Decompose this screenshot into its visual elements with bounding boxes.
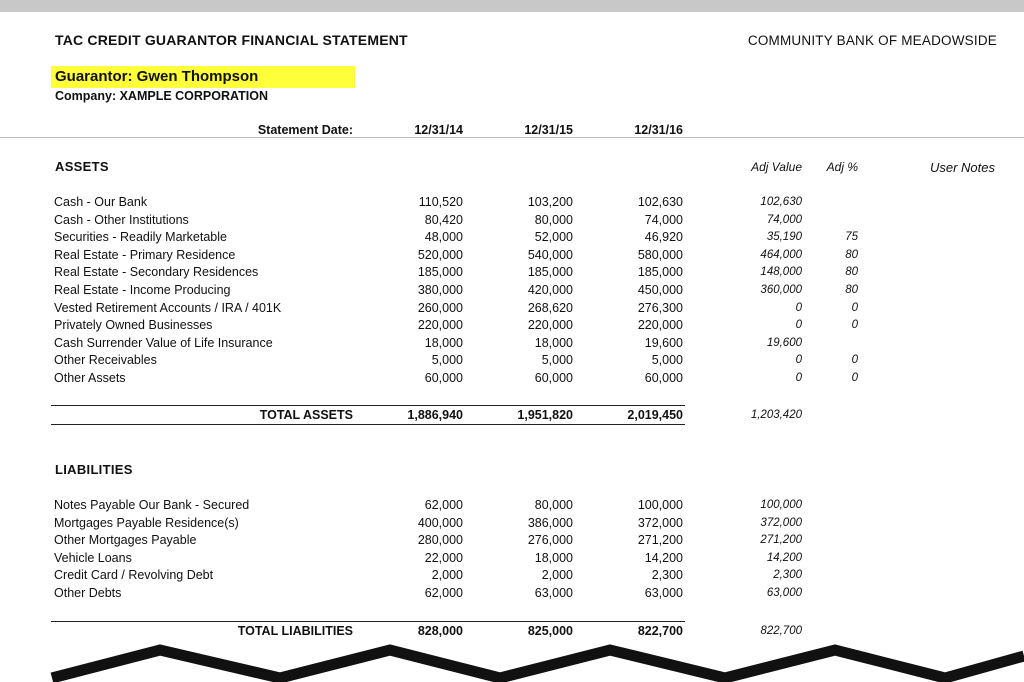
row-label: Cash - Other Institutions — [54, 212, 189, 227]
table-row — [0, 551, 1024, 569]
value-2015: 18,000 — [534, 550, 573, 565]
table-row — [0, 586, 1024, 604]
row-label: Mortgages Payable Residence(s) — [54, 515, 239, 530]
adj-value: 464,000 — [760, 248, 802, 261]
value-2014: 62,000 — [424, 586, 463, 600]
value-2015: 185,000 — [527, 265, 573, 280]
value-2014: 22,000 — [424, 550, 463, 565]
row-label: Other Receivables — [54, 353, 157, 368]
user-notes-header: User Notes — [929, 160, 995, 175]
value-2015: 386,000 — [527, 515, 573, 530]
value-2016: 580,000 — [637, 247, 683, 262]
value-2014: 62,000 — [424, 498, 463, 512]
torn-page-zigzag — [0, 640, 1024, 682]
table-row — [0, 248, 1024, 266]
liabilities-heading: LIABILITIES — [55, 462, 133, 477]
table-row — [0, 195, 1024, 213]
value-2014: 520,000 — [417, 247, 463, 262]
adj-value: 2,300 — [773, 569, 802, 582]
adj-value: 0 — [795, 372, 802, 384]
value-2016: 74,000 — [644, 212, 683, 227]
total-assets-v3: 2,019,450 — [627, 408, 683, 422]
row-label: Securities - Readily Marketable — [54, 230, 227, 245]
assets-total-rule — [51, 405, 685, 406]
adj-value: 271,200 — [760, 534, 802, 547]
value-2014: 260,000 — [417, 300, 463, 315]
adj-value: 19,600 — [766, 336, 802, 349]
table-row — [0, 371, 1024, 389]
adj-value: 0 — [795, 301, 802, 314]
value-2014: 60,000 — [424, 371, 463, 385]
adj-value: 360,000 — [760, 284, 802, 296]
value-2016: 271,200 — [637, 533, 683, 548]
adj-value: 74,000 — [766, 213, 802, 226]
value-2014: 110,520 — [418, 195, 463, 209]
value-2015: 420,000 — [527, 283, 573, 297]
guarantor-highlight — [51, 66, 355, 88]
adj-value: 148,000 — [760, 266, 802, 279]
value-2016: 100,000 — [637, 498, 683, 512]
row-label: Cash Surrender Value of Life Insurance — [54, 335, 273, 350]
adj-pct-header: Adj % — [826, 160, 858, 174]
value-2015: 268,620 — [527, 300, 573, 315]
top-gray-bar — [0, 0, 1024, 12]
table-row — [0, 265, 1024, 283]
adj-value: 35,190 — [766, 231, 802, 244]
value-2015: 80,000 — [534, 212, 573, 227]
value-2014: 18,000 — [424, 335, 463, 350]
adj-percent: 75 — [845, 231, 858, 244]
date-column-3: 12/31/16 — [634, 123, 683, 137]
value-2015: 540,000 — [527, 247, 573, 262]
table-row — [0, 213, 1024, 231]
row-label: Real Estate - Primary Residence — [54, 247, 236, 262]
total-assets-v1: 1,886,940 — [407, 408, 463, 422]
value-2016: 60,000 — [644, 371, 683, 385]
adj-value: 372,000 — [760, 516, 802, 529]
value-2016: 276,300 — [637, 300, 683, 315]
liabilities-total-rule — [51, 621, 685, 622]
table-row — [0, 301, 1024, 319]
value-2016: 102,630 — [637, 195, 683, 209]
value-2015: 63,000 — [534, 586, 573, 600]
value-2015: 2,000 — [541, 568, 573, 583]
adj-percent: 0 — [851, 354, 858, 367]
value-2014: 380,000 — [417, 283, 463, 297]
statement-title: TAC CREDIT GUARANTOR FINANCIAL STATEMENT — [55, 32, 408, 48]
table-row — [0, 353, 1024, 371]
adj-percent: 0 — [851, 301, 858, 314]
adj-value: 0 — [795, 319, 802, 332]
value-2014: 2,000 — [431, 568, 463, 583]
row-label: Real Estate - Secondary Residences — [54, 265, 259, 280]
value-2014: 280,000 — [417, 533, 463, 548]
row-label: Real Estate - Income Producing — [54, 283, 231, 297]
adj-percent: 80 — [845, 284, 858, 296]
value-2014: 48,000 — [424, 230, 463, 245]
adj-value: 0 — [795, 354, 802, 367]
value-2016: 19,600 — [644, 335, 683, 350]
value-2014: 220,000 — [417, 318, 463, 333]
table-row — [0, 568, 1024, 586]
value-2016: 185,000 — [637, 265, 683, 280]
value-2015: 18,000 — [534, 335, 573, 350]
table-row — [0, 516, 1024, 534]
total-assets-adj: 1,203,420 — [750, 409, 802, 421]
value-2015: 80,000 — [534, 498, 573, 512]
value-2016: 5,000 — [651, 353, 683, 368]
adj-value: 63,000 — [766, 587, 802, 599]
total-liabilities-adj: 822,700 — [760, 625, 802, 637]
value-2016: 14,200 — [644, 550, 683, 565]
adj-percent: 0 — [851, 372, 858, 384]
row-label: Other Debts — [54, 586, 122, 600]
value-2016: 63,000 — [644, 586, 683, 600]
total-liabilities-v1: 828,000 — [417, 624, 463, 638]
adj-percent: 80 — [845, 266, 858, 279]
total-assets-label: TOTAL ASSETS — [259, 408, 353, 422]
table-row — [0, 283, 1024, 301]
total-liabilities-v3: 822,700 — [637, 624, 683, 638]
adj-value: 100,000 — [760, 499, 802, 511]
total-liabilities-v2: 825,000 — [527, 624, 573, 638]
row-label: Cash - Our Bank — [54, 195, 148, 209]
header-divider — [0, 137, 1024, 138]
total-liabilities-label: TOTAL LIABILITIES — [237, 624, 353, 638]
value-2015: 276,000 — [527, 533, 573, 548]
row-label: Vehicle Loans — [54, 550, 132, 565]
value-2015: 5,000 — [541, 353, 573, 368]
value-2014: 400,000 — [417, 515, 463, 530]
value-2014: 5,000 — [431, 353, 463, 368]
bank-name: COMMUNITY BANK OF MEADOWSIDE — [747, 33, 997, 48]
adj-value-header: Adj Value — [751, 160, 802, 174]
date-column-2: 12/31/15 — [524, 123, 573, 137]
table-row — [0, 230, 1024, 248]
value-2015: 103,200 — [527, 195, 573, 209]
value-2014: 185,000 — [417, 265, 463, 280]
value-2016: 2,300 — [651, 568, 683, 583]
row-label: Notes Payable Our Bank - Secured — [54, 498, 250, 512]
assets-heading: ASSETS — [55, 159, 109, 174]
row-label: Credit Card / Revolving Debt — [54, 568, 214, 583]
row-label: Privately Owned Businesses — [54, 318, 213, 333]
assets-total-underline — [51, 424, 685, 425]
table-row — [0, 318, 1024, 336]
table-row — [0, 498, 1024, 516]
row-label: Other Mortgages Payable — [54, 533, 197, 548]
value-2016: 372,000 — [637, 515, 683, 530]
value-2016: 46,920 — [644, 230, 683, 245]
value-2016: 450,000 — [637, 283, 683, 297]
table-row — [0, 336, 1024, 354]
guarantor-name: Guarantor: Gwen Thompson — [55, 68, 259, 85]
value-2016: 220,000 — [637, 318, 683, 333]
adj-value: 14,200 — [766, 551, 802, 564]
statement-date-label: Statement Date: — [257, 123, 353, 137]
row-label: Other Assets — [54, 371, 126, 385]
total-assets-v2: 1,951,820 — [517, 408, 573, 422]
company-name: Company: XAMPLE CORPORATION — [55, 89, 268, 103]
table-row — [0, 533, 1024, 551]
value-2014: 80,420 — [424, 212, 463, 227]
value-2015: 220,000 — [527, 318, 573, 333]
value-2015: 60,000 — [534, 371, 573, 385]
adj-percent: 80 — [845, 248, 858, 261]
adj-value: 102,630 — [760, 196, 802, 208]
date-column-1: 12/31/14 — [414, 123, 463, 137]
row-label: Vested Retirement Accounts / IRA / 401K — [54, 300, 282, 315]
adj-percent: 0 — [851, 319, 858, 332]
value-2015: 52,000 — [534, 230, 573, 245]
